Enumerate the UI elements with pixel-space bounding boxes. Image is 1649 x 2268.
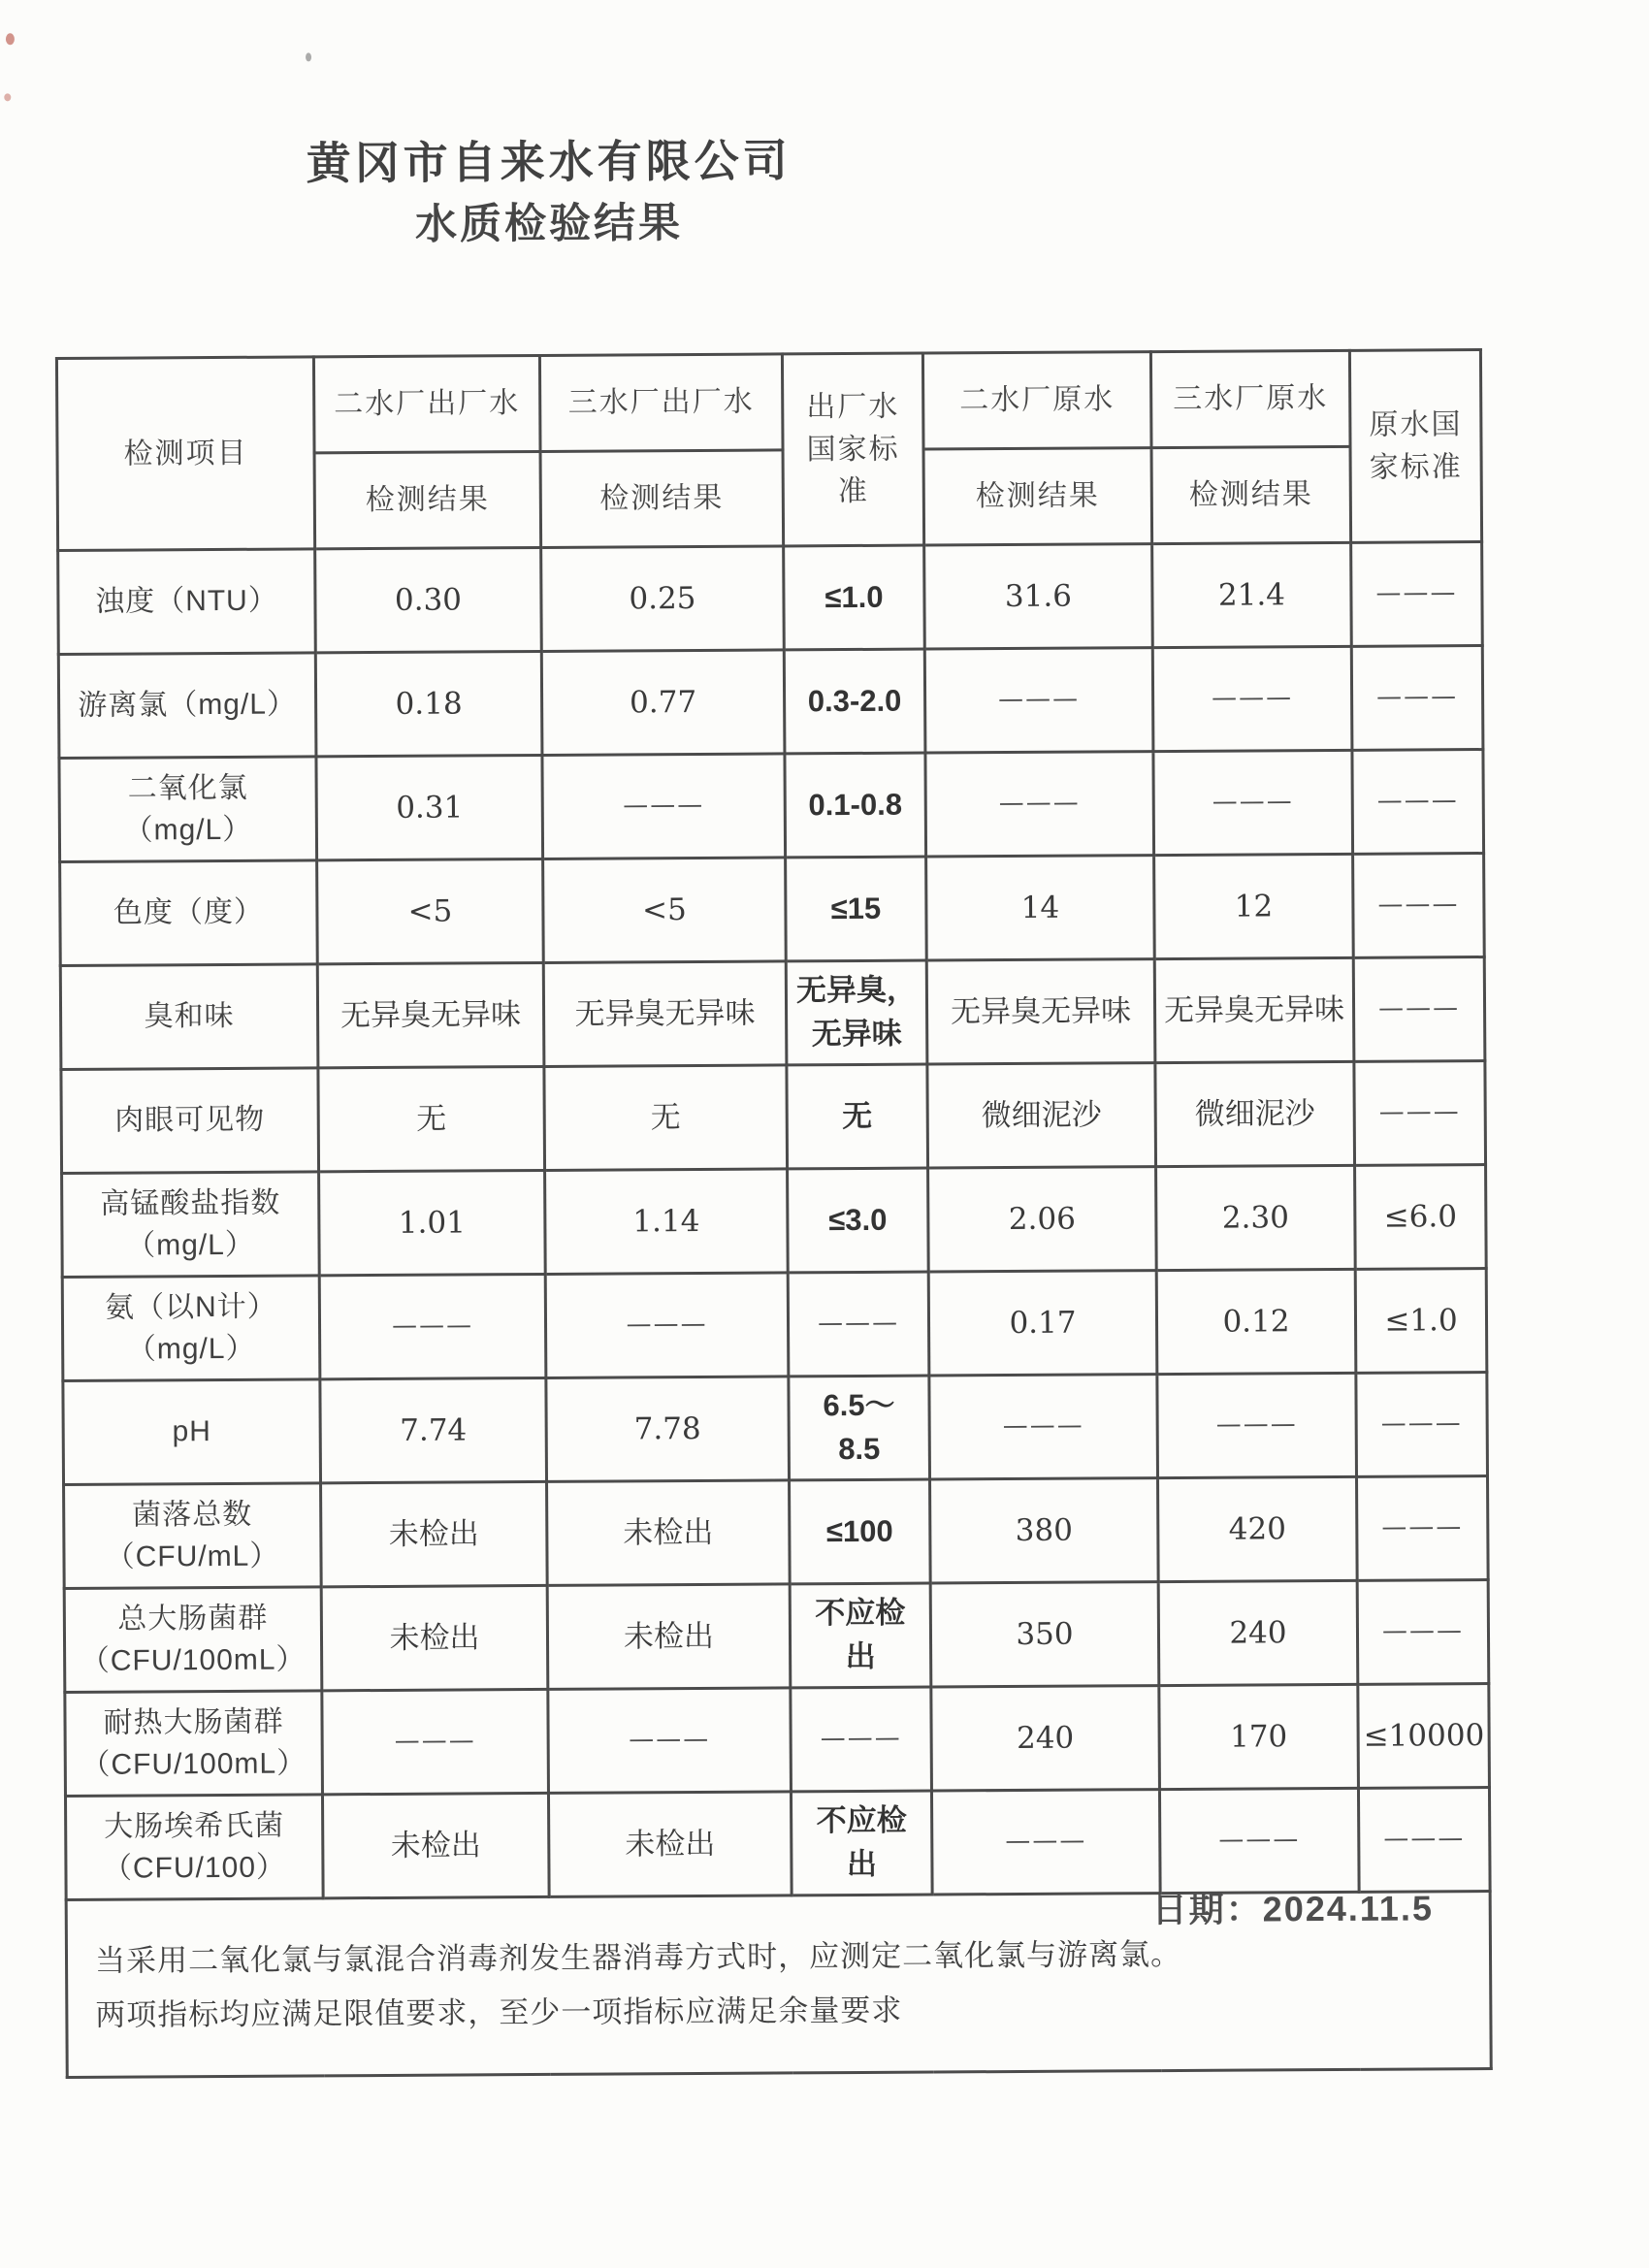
value-cell: 无异臭无异味 bbox=[317, 962, 544, 1067]
value-cell: 380 bbox=[930, 1478, 1159, 1583]
table-row bbox=[62, 1269, 1487, 1381]
table-row bbox=[60, 854, 1485, 966]
value-cell: ——— bbox=[1157, 1373, 1357, 1477]
table-row bbox=[63, 1373, 1488, 1485]
value-cell: ——— bbox=[542, 754, 786, 859]
value-cell: ——— bbox=[1351, 542, 1483, 647]
item-label: 游离氯（mg/L） bbox=[58, 653, 316, 759]
value-cell: ≤15 bbox=[786, 857, 927, 961]
company-title: 黄冈市自来水有限公司 bbox=[306, 135, 792, 189]
value-cell: 240 bbox=[1158, 1580, 1358, 1685]
value-cell: ——— bbox=[1354, 1061, 1486, 1166]
scan-speck bbox=[306, 52, 311, 61]
value-cell: 2.06 bbox=[928, 1167, 1157, 1272]
value-cell: ——— bbox=[1357, 1476, 1489, 1581]
value-cell: 21.4 bbox=[1152, 542, 1352, 647]
col-subheader-result: 检测结果 bbox=[923, 448, 1152, 545]
value-cell: ——— bbox=[1351, 646, 1483, 751]
item-label: 菌落总数 （CFU/mL） bbox=[64, 1483, 322, 1589]
value-cell: 无 bbox=[318, 1066, 545, 1171]
value-cell: ——— bbox=[1352, 750, 1484, 855]
value-cell: 不应检 出 bbox=[791, 1791, 932, 1895]
value-cell: ——— bbox=[319, 1274, 546, 1378]
value-cell: 0.18 bbox=[315, 651, 542, 756]
value-cell: ≤6.0 bbox=[1355, 1165, 1487, 1270]
value-cell: 14 bbox=[926, 856, 1155, 960]
item-label: 肉眼可见物 bbox=[61, 1068, 319, 1174]
col-header-raw-standard: 原水国 家标准 bbox=[1349, 350, 1481, 543]
value-cell: 7.78 bbox=[546, 1377, 790, 1482]
item-label: 耐热大肠菌群 （CFU/100mL） bbox=[65, 1691, 323, 1797]
col-subheader-result: 检测结果 bbox=[314, 451, 541, 548]
value-cell: ≤10000 bbox=[1358, 1684, 1490, 1789]
value-cell: ——— bbox=[1353, 957, 1485, 1062]
value-cell: 0.30 bbox=[315, 547, 542, 652]
value-cell: 1.14 bbox=[545, 1169, 789, 1275]
value-cell: ≤1.0 bbox=[784, 545, 925, 650]
value-cell: 170 bbox=[1159, 1684, 1359, 1789]
value-cell: 无异臭无异味 bbox=[543, 961, 787, 1067]
value-cell: ——— bbox=[1358, 1788, 1490, 1893]
value-cell: 无 bbox=[544, 1065, 788, 1171]
value-cell: 0.1-0.8 bbox=[785, 753, 926, 858]
value-cell: 未检出 bbox=[321, 1585, 548, 1690]
value-cell: 无异臭， 无异味 bbox=[786, 960, 927, 1065]
header-row-top bbox=[56, 350, 1481, 455]
table-row bbox=[61, 1061, 1486, 1174]
value-cell: 7.74 bbox=[320, 1377, 547, 1482]
item-label: 二氧化氯 （mg/L） bbox=[59, 757, 317, 862]
value-cell: ≤100 bbox=[790, 1479, 931, 1584]
table-row bbox=[65, 1684, 1490, 1797]
water-quality-table bbox=[55, 348, 1493, 2079]
value-cell: ——— bbox=[1356, 1373, 1488, 1477]
value-cell: 未检出 bbox=[547, 1584, 791, 1690]
value-cell: 无 bbox=[787, 1064, 928, 1169]
report-date: 日期：2024.11.5 bbox=[1151, 1888, 1435, 1930]
table-row bbox=[64, 1580, 1489, 1693]
value-cell: 未检出 bbox=[547, 1480, 791, 1586]
table-row bbox=[64, 1476, 1489, 1589]
value-cell: 0.31 bbox=[316, 755, 543, 859]
item-label: pH bbox=[63, 1379, 321, 1485]
value-cell: 6.5～ 8.5 bbox=[789, 1376, 930, 1480]
value-cell: 0.77 bbox=[541, 650, 785, 756]
col-header-plant2-raw: 二水厂原水 bbox=[922, 352, 1151, 449]
value-cell: ——— bbox=[924, 648, 1153, 753]
value-cell: 未检出 bbox=[321, 1481, 548, 1586]
value-cell: ——— bbox=[322, 1689, 549, 1794]
value-cell: 2.30 bbox=[1156, 1165, 1356, 1270]
report-subtitle: 水质检验结果 bbox=[414, 200, 684, 248]
item-label: 总大肠菌群 （CFU/100mL） bbox=[64, 1587, 322, 1693]
value-cell: 无异臭无异味 bbox=[926, 959, 1155, 1064]
value-cell: <5 bbox=[317, 859, 544, 963]
value-cell: 0.25 bbox=[541, 546, 785, 652]
value-cell: 未检出 bbox=[322, 1793, 549, 1897]
col-header-outflow-standard: 出厂水 国家标 准 bbox=[782, 353, 923, 546]
col-header-item: 检测项目 bbox=[56, 357, 314, 551]
value-cell: 无异臭无异味 bbox=[1154, 957, 1354, 1062]
value-cell: 0.17 bbox=[928, 1271, 1157, 1376]
value-cell: ≤3.0 bbox=[788, 1168, 929, 1273]
value-cell: 0.3-2.0 bbox=[784, 649, 925, 754]
item-label: 浊度（NTU） bbox=[58, 549, 316, 655]
value-cell: ——— bbox=[931, 1790, 1160, 1895]
col-header-plant3-raw: 三水厂原水 bbox=[1150, 350, 1350, 447]
table-row bbox=[60, 957, 1485, 1070]
table-body bbox=[58, 542, 1490, 1900]
table-header bbox=[56, 350, 1481, 551]
value-cell: 12 bbox=[1154, 854, 1354, 958]
item-label: 高锰酸盐指数 （mg/L） bbox=[62, 1172, 320, 1278]
scan-speck bbox=[4, 93, 11, 101]
value-cell: ——— bbox=[1357, 1580, 1489, 1685]
value-cell: 微细泥沙 bbox=[1155, 1061, 1355, 1166]
table-row bbox=[58, 646, 1483, 759]
col-subheader-result: 检测结果 bbox=[540, 450, 784, 548]
value-cell: ——— bbox=[548, 1688, 792, 1794]
item-label: 氨（以N计） （mg/L） bbox=[62, 1276, 320, 1381]
col-subheader-result: 检测结果 bbox=[1151, 446, 1351, 543]
value-cell: ——— bbox=[1353, 854, 1485, 958]
col-header-plant2-out: 二水厂出厂水 bbox=[313, 355, 540, 452]
table-row bbox=[58, 542, 1483, 655]
value-cell: ——— bbox=[1159, 1788, 1359, 1893]
value-cell: 不应检 出 bbox=[790, 1583, 931, 1688]
value-cell: 未检出 bbox=[548, 1792, 792, 1897]
value-cell: ——— bbox=[791, 1687, 932, 1792]
value-cell: 微细泥沙 bbox=[927, 1063, 1156, 1168]
value-cell: 31.6 bbox=[924, 544, 1153, 649]
value-cell: 420 bbox=[1158, 1476, 1358, 1581]
item-label: 大肠埃希氏菌 （CFU/100） bbox=[65, 1795, 323, 1900]
scan-speck bbox=[6, 33, 15, 45]
value-cell: 1.01 bbox=[319, 1170, 546, 1275]
value-cell: ——— bbox=[925, 752, 1154, 857]
value-cell: ——— bbox=[545, 1273, 789, 1378]
item-label: 色度（度） bbox=[60, 860, 318, 966]
table-note: 当采用二氧化氯与氯混合消毒剂发生器消毒方式时，应测定二氧化氯与游离氯。 两项指标均应满足限值要求，至少一项指标应满足余量要求 bbox=[66, 1892, 1491, 2078]
table-row bbox=[62, 1165, 1487, 1278]
value-cell: 0.12 bbox=[1156, 1269, 1356, 1374]
value-cell: ——— bbox=[929, 1375, 1158, 1479]
value-cell: ——— bbox=[1153, 750, 1353, 855]
value-cell: ——— bbox=[788, 1272, 929, 1377]
item-label: 臭和味 bbox=[60, 964, 318, 1070]
value-cell: 240 bbox=[931, 1686, 1160, 1791]
value-cell: 350 bbox=[930, 1582, 1159, 1687]
table-row bbox=[59, 750, 1484, 862]
value-cell: ≤1.0 bbox=[1355, 1269, 1487, 1374]
value-cell: ——— bbox=[1152, 646, 1352, 751]
col-header-plant3-out: 三水厂出厂水 bbox=[539, 354, 783, 452]
value-cell: <5 bbox=[543, 858, 787, 963]
